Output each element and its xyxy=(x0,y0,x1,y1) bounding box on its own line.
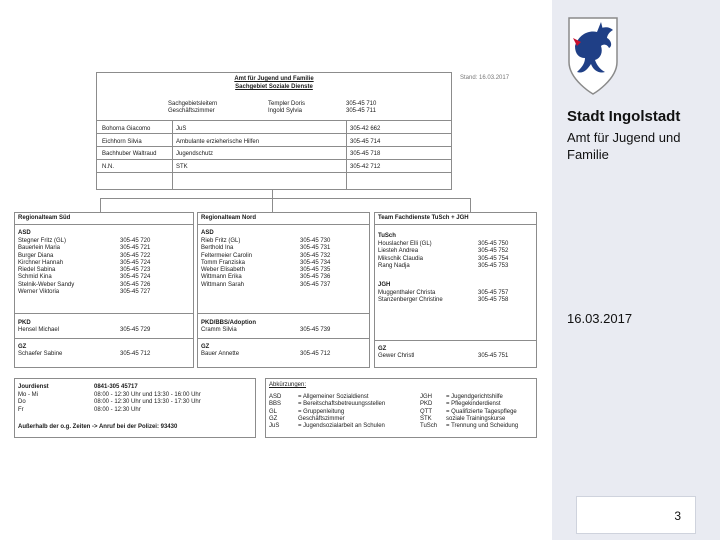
jour-label: Jourdienst xyxy=(18,384,49,390)
team-fach-jgh-phones: 305-45 757 305-45 758 xyxy=(478,290,509,304)
city-crest-icon xyxy=(567,16,619,96)
jour-number: 0841-305 45717 xyxy=(94,384,138,390)
stand-date: Stand: 16.03.2017 xyxy=(460,75,510,81)
head-phones: 305-42 662 305-45 714 305-45 718 305-42 712 xyxy=(350,126,381,171)
team-fach-tusch-names: Houslacher Elli (GL) Liesteh Andrea Mikschik Claudia Rang Nadja xyxy=(378,241,432,269)
team-nord-gz-label: GZ xyxy=(201,344,210,350)
abbr-title: Abkürzungen: xyxy=(269,382,307,388)
team-sued-asd-phones: 305-45 720 305-45 721 305-45 722 305-45 724 305-45 723 305-45 724 305-45 726 305-45 727 xyxy=(120,238,151,296)
page-number: 3 xyxy=(674,509,681,523)
team-sued-pkd-name: Hensel Michael xyxy=(18,327,60,333)
team-fach-title: Team Fachdienste TuSch + JGH xyxy=(378,215,469,221)
team-fach-gz-phone: 305-45 751 xyxy=(478,353,509,359)
team-sued-pkd-phone: 305-45 729 xyxy=(120,327,151,333)
team-fach-jgh-names: Muggenthaler Christa Stanzenberger Christine xyxy=(378,290,443,304)
team-sued-gz-phone: 305-45 712 xyxy=(120,351,151,357)
team-nord-asd-names: Rieb Fritz (GL) Berthold Ina Feltermeier Carolin Tomm Franziska Weber Elisabeth Wittmann Erika Wittmann Sarah xyxy=(201,238,253,288)
page-number-box xyxy=(576,496,696,534)
jour-emergency: Außerhalb der o.g. Zeiten -> Anruf bei der Polizei: 93430 xyxy=(18,424,178,430)
abbr-left-values: = Allgemeiner Sozialdienst = Bereitschaftsbetreuungsstellen = Gruppenleitung Geschäftszimmer = Jugendsozialarbeit an Schulen xyxy=(298,394,386,430)
head-top-roles: Sachgebietsleitern Geschäftszimmer xyxy=(168,101,218,115)
team-sued-title: Regionalteam Süd xyxy=(18,215,71,221)
team-sued-pkd-label: PKD xyxy=(18,320,31,326)
department-name: Amt für Jugend und Familie xyxy=(567,130,681,162)
team-sued-gz-name: Schaefer Sabine xyxy=(18,351,63,357)
team-nord-asd-phones: 305-45 730 305-45 731 305-45 732 305-45 734 305-45 735 305-45 736 305-45 737 xyxy=(300,238,331,288)
head-areas: JuS Ambulante erzieherische Hilfen Jugendschutz STK xyxy=(176,126,260,171)
team-nord-gz-phone: 305-45 712 xyxy=(300,351,331,357)
jour-hours: 08:00 - 12:30 Uhr und 13:30 - 16:00 Uhr 08:00 - 12:30 Uhr und 13:30 - 17:30 Uhr 08:00 - 12:30 Uhr xyxy=(94,392,201,413)
team-nord-pkd-label: PKD/BBS/Adoption xyxy=(201,320,256,326)
city-name: Stadt Ingolstadt xyxy=(567,108,681,125)
head-top-names: Templer Doris Ingold Sylvia xyxy=(268,101,306,115)
abbr-right-keys: JGH PKD QTT STK TuSch xyxy=(420,394,438,430)
team-nord-box xyxy=(197,212,370,368)
jour-days: Mo - Mi Do Fr xyxy=(18,392,38,413)
team-nord-pkd-phone: 305-45 739 xyxy=(300,327,331,333)
team-sued-asd-label: ASD xyxy=(18,230,31,236)
team-nord-asd-label: ASD xyxy=(201,230,214,236)
team-nord-gz-name: Bauer Annette xyxy=(201,351,240,357)
abbr-right-values: = Jugendgerichtshilfe = Pflegekinderdienst = Qualifizierte Tagespflege soziale Trainingskurse = Trennung und Scheidung xyxy=(446,394,519,430)
team-fach-gz-name: Gewer Christl xyxy=(378,353,415,359)
abbr-left-keys: ASD BBS GL GZ JuS xyxy=(269,394,282,430)
team-nord-title: Regionalteam Nord xyxy=(201,215,257,221)
head-top-phones: 305-45 710 305-45 711 xyxy=(346,101,377,115)
head-subtitle: Sachgebiet Soziale Dienste xyxy=(235,84,313,90)
team-nord-pkd-name: Cramm Silvia xyxy=(201,327,237,333)
slide-date: 16.03.2017 xyxy=(567,311,633,326)
team-fach-tusch-label: TuSch xyxy=(378,233,396,239)
team-fach-gz-label: GZ xyxy=(378,346,387,352)
team-sued-asd-names: Stegner Fritz (GL) Bauerlein Maria Burger Diana Kirchner Hannah Riedel Sabina Schmid Kina Stelnik-Weber Sandy Werner Viktoria xyxy=(18,238,75,296)
head-names: Bohorna Giacomo Eichhorn Silvia Bachhuber Waltraud N.N. xyxy=(102,126,157,171)
team-sued-gz-label: GZ xyxy=(18,344,27,350)
head-title: Amt für Jugend und Familie xyxy=(234,76,314,82)
team-fach-tusch-phones: 305-45 750 305-45 752 305-45 754 305-45 753 xyxy=(478,241,509,269)
team-fach-jgh-label: JGH xyxy=(378,282,391,288)
